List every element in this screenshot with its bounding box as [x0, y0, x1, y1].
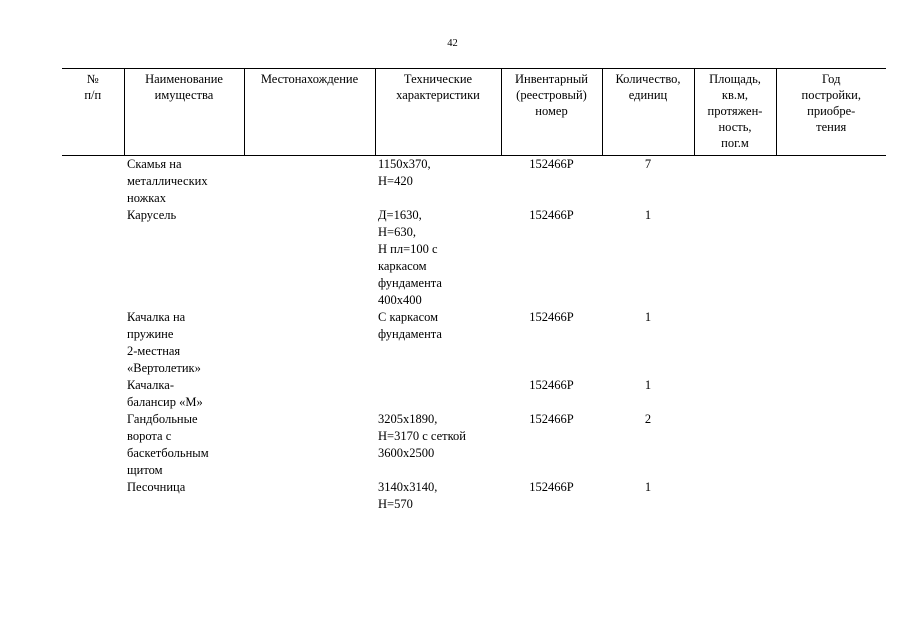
cell-inventory: 152466Р: [529, 412, 574, 426]
text-line: имущества: [154, 88, 214, 102]
text-line: постройки,: [801, 88, 861, 102]
cell-location: [244, 411, 375, 479]
text-line: балансир «М»: [127, 395, 203, 409]
cell-area: [694, 207, 776, 309]
text-line: Д=1630,: [378, 208, 422, 222]
cell-year: [776, 207, 886, 309]
text-line: фундамента: [378, 327, 442, 341]
cell-number: [62, 309, 124, 377]
cell-number: [62, 479, 124, 513]
cell-tech: [375, 207, 501, 309]
cell-tech: [375, 156, 501, 208]
text-line: пог.м: [721, 136, 749, 150]
cell-year: [776, 479, 886, 513]
text-line: Качалка-: [127, 378, 174, 392]
cell-tech: [375, 309, 501, 377]
page-number: 42: [447, 38, 458, 49]
cell-inventory: 152466Р: [529, 480, 574, 494]
text-line: 2-местная: [127, 344, 181, 358]
header-location: [244, 69, 375, 156]
table-row: [62, 479, 886, 513]
cell-number: [62, 156, 124, 208]
cell-inventory: 152466Р: [529, 310, 574, 324]
text-line: (реестровый): [516, 88, 587, 102]
header-year: [776, 69, 886, 156]
text-line: металлических: [127, 174, 208, 188]
cell-name: [124, 479, 244, 513]
text-line: Карусель: [127, 208, 177, 222]
table-row: [62, 309, 886, 377]
cell-inventory: 152466Р: [529, 157, 574, 171]
text-line: баскетбольным: [127, 446, 209, 460]
property-table: [62, 68, 886, 513]
cell-quantity: 1: [644, 378, 652, 392]
text-line: п/п: [84, 88, 102, 102]
text-line: протяжен-: [707, 104, 763, 118]
cell-tech: [375, 411, 501, 479]
text-line: Инвентарный: [515, 72, 588, 86]
text-line: щитом: [127, 463, 163, 477]
cell-quantity: 1: [644, 208, 652, 222]
cell-quantity: 7: [644, 157, 652, 171]
cell-quantity: 1: [644, 310, 652, 324]
text-line: «Вертолетик»: [127, 361, 201, 375]
text-line: С каркасом: [378, 310, 439, 324]
text-line: Качалка на: [127, 310, 186, 324]
cell-name: [124, 411, 244, 479]
text-line: Н=3170 с сеткой: [378, 429, 466, 443]
cell-location: [244, 479, 375, 513]
header-name: [124, 69, 244, 156]
text-line: каркасом: [378, 259, 427, 273]
cell-year: [776, 156, 886, 208]
text-line: характеристики: [396, 88, 480, 102]
text-line: Н пл=100 с: [378, 242, 438, 256]
cell-number: [62, 207, 124, 309]
text-line: ворота с: [127, 429, 172, 443]
text-line: Количество,: [615, 72, 681, 86]
header-area: [694, 69, 776, 156]
cell-inventory: 152466Р: [529, 208, 574, 222]
text-line: №: [86, 72, 99, 86]
cell-area: [694, 479, 776, 513]
text-line: номер: [535, 104, 568, 118]
text-line: Площадь,: [709, 72, 761, 86]
cell-quantity: 2: [644, 412, 652, 426]
text-line: Н=630,: [378, 225, 416, 239]
text-line: фундамента: [378, 276, 442, 290]
cell-quantity: 1: [644, 480, 652, 494]
cell-year: [776, 309, 886, 377]
text-line: Гандбольные: [127, 412, 198, 426]
text-line: ножках: [127, 191, 166, 205]
header-tech: [375, 69, 501, 156]
cell-year: [776, 377, 886, 411]
cell-name: [124, 207, 244, 309]
cell-location: [244, 309, 375, 377]
text-line: единиц: [628, 88, 668, 102]
cell-number: [62, 377, 124, 411]
cell-number: [62, 411, 124, 479]
cell-name: [124, 156, 244, 208]
text-line: 3205х1890,: [378, 412, 438, 426]
text-line: пружине: [127, 327, 174, 341]
cell-tech: [375, 377, 501, 411]
cell-location: [244, 207, 375, 309]
text-line: Скамья на: [127, 157, 182, 171]
table-row: [62, 411, 886, 479]
cell-year: [776, 411, 886, 479]
text-line: Технические: [403, 72, 473, 86]
text-line: Местонахождение: [260, 72, 359, 86]
text-line: 3600х2500: [378, 446, 435, 460]
text-line: Наименование: [145, 72, 223, 86]
header-quantity: [602, 69, 694, 156]
cell-area: [694, 377, 776, 411]
cell-name: [124, 309, 244, 377]
cell-name: [124, 377, 244, 411]
text-line: тения: [816, 120, 847, 134]
cell-location: [244, 156, 375, 208]
header-inventory: [501, 69, 602, 156]
text-line: ность,: [718, 120, 752, 134]
cell-location: [244, 377, 375, 411]
text-line: 1150х370,: [378, 157, 431, 171]
cell-area: [694, 156, 776, 208]
text-line: приобре-: [807, 104, 856, 118]
text-line: Н=570: [378, 497, 413, 511]
text-line: кв.м,: [721, 88, 749, 102]
table-header-row: [62, 69, 886, 156]
cell-area: [694, 411, 776, 479]
text-line: 3140х3140,: [378, 480, 438, 494]
text-line: Н=420: [378, 174, 413, 188]
table-row: [62, 207, 886, 309]
header-number: [62, 69, 124, 156]
cell-tech: [375, 479, 501, 513]
table-row: [62, 377, 886, 411]
text-line: Год: [822, 72, 841, 86]
cell-inventory: 152466Р: [529, 378, 574, 392]
text-line: Песочница: [127, 480, 186, 494]
cell-area: [694, 309, 776, 377]
table-row: [62, 156, 886, 208]
text-line: 400х400: [378, 293, 422, 307]
